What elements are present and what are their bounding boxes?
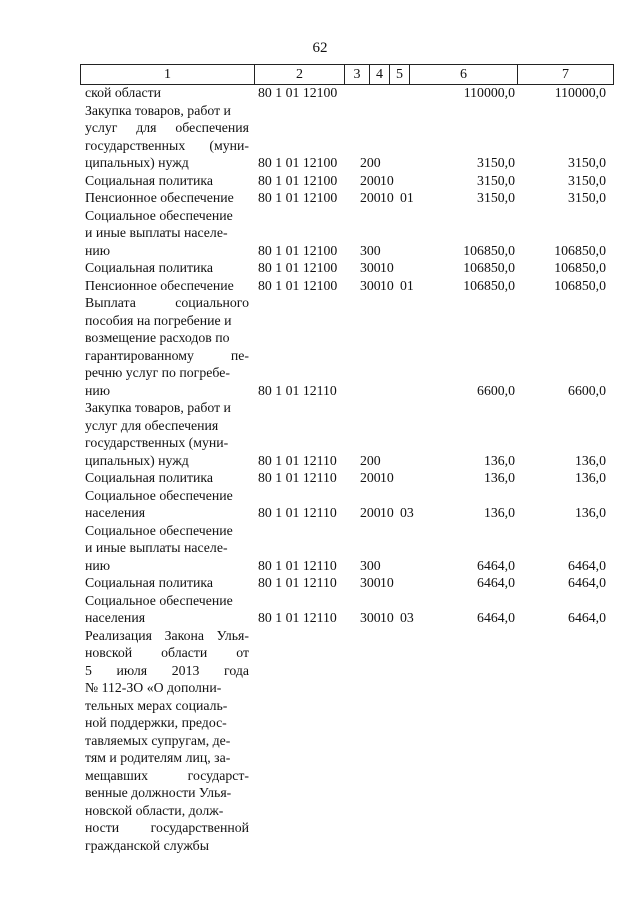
column-header-6: 6 [410,65,518,84]
row-subsection: 01 [400,190,414,205]
table-row [0,469,640,487]
row-section: 10 [380,190,394,205]
row-name: ной поддержки, предос- [85,715,227,730]
row-amount-6: 6600,0 [477,382,515,398]
row-section: 10 [380,575,394,590]
row-name: гражданской службы [85,837,209,853]
row-amount-7: 6600,0 [568,382,606,398]
row-name: и иные выплаты населе- [85,225,228,240]
table-row [0,329,640,347]
row-name: Социальная политика [85,260,213,275]
row-code: 80 1 01 12100 [258,190,338,205]
row-amount-6: 136,0 [483,505,515,520]
row-name: Социальное обеспечение [85,592,233,608]
row-section: 10 [380,610,394,625]
row-expense-type: 200 [360,172,381,188]
row-name: гарантированному пе- [85,347,249,363]
table-row [0,434,640,452]
row-name: 5 июля 2013 года [85,662,249,678]
row-amount-7: 106850,0 [554,260,606,275]
row-name: ципальных) нужд [85,452,189,468]
table-row [0,837,640,855]
row-name: государственных (муни- [85,137,249,153]
table-row [0,557,640,575]
table-row [0,294,640,312]
table-row [0,277,640,295]
table-row [0,662,640,680]
table-row [0,154,640,172]
row-name: Социальная политика [85,172,213,188]
row-name: и иные выплаты населе- [85,540,228,555]
row-name: тям и родителям лиц, за- [85,750,231,765]
row-code: 80 1 01 12110 [258,557,337,573]
row-code: 80 1 01 12110 [258,470,337,485]
row-amount-6: 106850,0 [463,277,515,293]
row-amount-6: 106850,0 [463,242,515,258]
row-name: нию [85,382,111,398]
table-row [0,417,640,435]
row-code: 80 1 01 12100 [258,155,338,170]
row-code: 80 1 01 12100 [258,172,338,188]
row-name: венные должности Улья- [85,785,232,800]
row-amount-6: 110000,0 [463,85,515,100]
row-expense-type: 300 [360,575,381,590]
table-row [0,749,640,767]
row-section: 10 [380,172,394,188]
table-row [0,224,640,242]
table-row [0,697,640,715]
row-code: 80 1 01 12110 [258,505,337,520]
row-amount-6: 3150,0 [477,190,515,205]
row-name: Социальная политика [85,470,213,485]
table-row [0,399,640,417]
row-expense-type: 300 [360,242,381,258]
row-name: Выплата социального [85,295,249,310]
table-row [0,207,640,225]
row-amount-6: 3150,0 [477,155,515,170]
row-section: 10 [380,260,394,275]
row-name: ской области [85,85,161,100]
row-amount-6: 106850,0 [463,260,515,275]
row-amount-7: 106850,0 [554,277,606,293]
row-name: Социальное обеспечение [85,522,233,538]
table-row [0,802,640,820]
table-row [0,644,640,662]
table-row [0,627,640,645]
row-name: государственных (муни- [85,435,229,450]
table-row [0,592,640,610]
row-expense-type: 200 [360,155,381,170]
row-name: ности государственной [85,820,249,835]
row-code: 80 1 01 12110 [258,382,337,398]
row-expense-type: 300 [360,557,381,573]
table-row [0,259,640,277]
row-code: 80 1 01 12110 [258,452,337,468]
row-name: речню услуг по погребе- [85,365,230,380]
row-amount-6: 6464,0 [477,557,515,573]
table-row [0,609,640,627]
row-amount-7: 6464,0 [568,575,606,590]
row-name: населения [85,610,146,625]
row-name: населения [85,505,146,520]
row-name: мещавших государст- [85,767,249,783]
row-expense-type: 200 [360,452,381,468]
row-amount-7: 136,0 [574,505,606,520]
table-row [0,364,640,382]
row-name: Социальная политика [85,575,213,590]
row-name: тавляемых супругам, де- [85,732,231,748]
table-row [0,714,640,732]
row-subsection: 03 [400,610,414,625]
row-name: Пенсионное обеспечение [85,190,234,205]
table-row [0,452,640,470]
row-section: 10 [380,505,394,520]
row-code: 80 1 01 12100 [258,260,338,275]
row-expense-type: 300 [360,277,381,293]
table-row [0,382,640,400]
row-name: ципальных) нужд [85,155,189,170]
column-header-4: 4 [370,65,390,84]
row-name: Социальное обеспечение [85,487,233,503]
row-subsection: 01 [400,277,414,293]
column-header-2: 2 [255,65,345,84]
row-amount-6: 3150,0 [477,172,515,188]
page-number: 62 [312,40,328,56]
table-row [0,172,640,190]
column-header-1: 1 [81,65,255,84]
table-row [0,732,640,750]
row-name: № 112-ЗО «О дополни- [85,680,222,695]
table-row [0,504,640,522]
row-name: возмещение расходов по [85,330,230,345]
row-name: нию [85,557,111,573]
row-expense-type: 200 [360,190,381,205]
row-expense-type: 200 [360,470,381,485]
row-expense-type: 300 [360,260,381,275]
row-name: Реализация Закона Улья- [85,627,249,643]
table-row [0,784,640,802]
table-row [0,84,640,102]
row-amount-7: 136,0 [574,470,606,485]
table-row [0,242,640,260]
row-name: Закупка товаров, работ и [85,400,231,415]
row-section: 10 [380,277,394,293]
table-row [0,102,640,120]
row-amount-6: 6464,0 [477,610,515,625]
row-amount-6: 136,0 [483,452,515,468]
row-name: тельных мерах социаль- [85,697,228,713]
row-name: нию [85,242,111,258]
table-header [80,64,614,85]
table-row [0,312,640,330]
row-amount-7: 110000,0 [554,85,606,100]
row-amount-7: 6464,0 [568,557,606,573]
row-name: услуг для обеспечения [85,120,249,135]
table-row [0,347,640,365]
table-row [0,522,640,540]
row-subsection: 03 [400,505,414,520]
row-name: Пенсионное обеспечение [85,277,234,293]
table-row [0,487,640,505]
row-code: 80 1 01 12100 [258,277,338,293]
row-code: 80 1 01 12100 [258,85,338,100]
row-code: 80 1 01 12110 [258,610,337,625]
table-row [0,679,640,697]
row-amount-7: 3150,0 [568,155,606,170]
row-amount-6: 136,0 [483,470,515,485]
row-amount-7: 3150,0 [568,190,606,205]
column-header-5: 5 [390,65,410,84]
column-header-3: 3 [345,65,370,84]
row-name: Закупка товаров, работ и [85,102,231,118]
table-row [0,574,640,592]
row-amount-7: 6464,0 [568,610,606,625]
row-amount-7: 3150,0 [568,172,606,188]
row-section: 10 [380,470,394,485]
table-row [0,137,640,155]
table-row [0,119,640,137]
table-row [0,819,640,837]
row-expense-type: 200 [360,505,381,520]
row-amount-6: 6464,0 [477,575,515,590]
table-row [0,189,640,207]
row-name: Социальное обеспечение [85,207,233,223]
row-name: новской области, долж- [85,802,224,818]
row-amount-7: 106850,0 [554,242,606,258]
row-code: 80 1 01 12110 [258,575,337,590]
table-row [0,767,640,785]
row-code: 80 1 01 12100 [258,242,338,258]
row-amount-7: 136,0 [574,452,606,468]
row-name: пособия на погребение и [85,312,232,328]
column-header-7: 7 [562,67,569,82]
table-row [0,539,640,557]
row-name: услуг для обеспечения [85,417,219,433]
row-expense-type: 300 [360,610,381,625]
row-name: новской области от [85,645,249,660]
